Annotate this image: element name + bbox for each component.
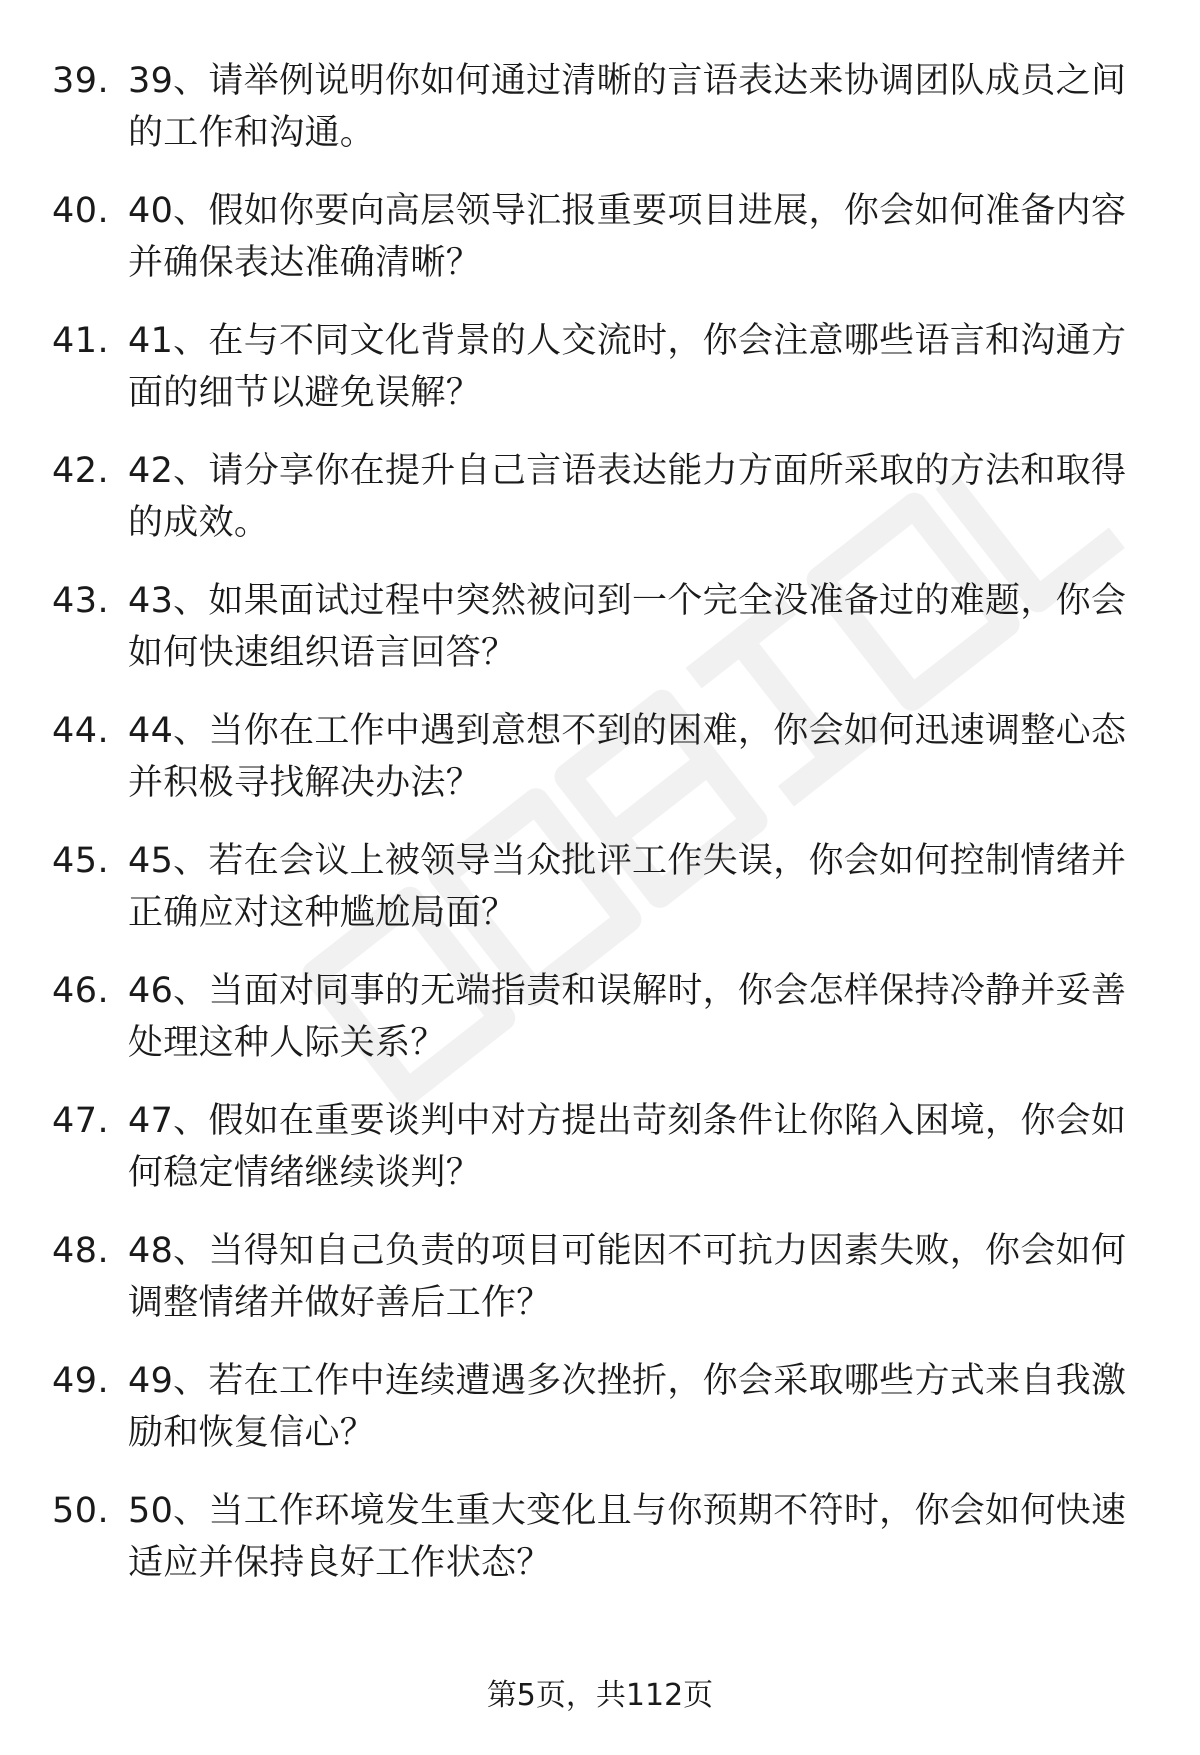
question-number: 40. (52, 191, 110, 231)
list-item (0, 315, 1200, 445)
list-item (0, 1485, 1200, 1615)
question-number: 48. (52, 1231, 110, 1271)
question-text: 43、如果面试过程中突然被问到一个完全没准备过的难题，你会如何快速组织语言回答？ (128, 581, 1127, 673)
list-item (0, 705, 1200, 835)
list-item (0, 185, 1200, 315)
question-text: 49、若在工作中连续遭遇多次挫折，你会采取哪些方式来自我激励和恢复信心？ (128, 1361, 1127, 1453)
question-text: 39、请举例说明你如何通过清晰的言语表达来协调团队成员之间的工作和沟通。 (128, 61, 1127, 153)
question-list (0, 55, 1200, 1615)
question-text: 46、当面对同事的无端指责和误解时，你会怎样保持冷静并妥善处理这种人际关系？ (128, 971, 1127, 1063)
question-text: 42、请分享你在提升自己言语表达能力方面所采取的方法和取得的成效。 (128, 451, 1127, 543)
question-number: 41. (52, 321, 110, 361)
question-text: 44、当你在工作中遇到意想不到的困难，你会如何迅速调整心态并积极寻找解决办法？ (128, 711, 1127, 803)
question-number: 49. (52, 1361, 110, 1401)
question-text: 48、当得知自己负责的项目可能因不可抗力因素失败，你会如何调整情绪并做好善后工作？ (128, 1231, 1127, 1323)
list-item (0, 575, 1200, 705)
question-text: 50、当工作环境发生重大变化且与你预期不符时，你会如何快速适应并保持良好工作状态？ (128, 1491, 1127, 1583)
list-item (0, 835, 1200, 965)
list-item (0, 965, 1200, 1095)
question-number: 42. (52, 451, 110, 491)
page-number-footer: 第5页，共112页 (486, 1678, 714, 1713)
question-text: 40、假如你要向高层领导汇报重要项目进展，你会如何准备内容并确保表达准确清晰？ (128, 191, 1127, 283)
list-item (0, 1225, 1200, 1355)
question-number: 45. (52, 841, 110, 881)
question-number: 50. (52, 1491, 110, 1531)
question-number: 46. (52, 971, 110, 1011)
list-item (0, 445, 1200, 575)
question-text: 41、在与不同文化背景的人交流时，你会注意哪些语言和沟通方面的细节以避免误解？ (128, 321, 1127, 413)
question-number: 47. (52, 1101, 110, 1141)
question-text: 47、假如在重要谈判中对方提出苛刻条件让你陷入困境，你会如何稳定情绪继续谈判？ (128, 1101, 1127, 1193)
question-number: 44. (52, 711, 110, 751)
list-item (0, 1355, 1200, 1485)
question-text: 45、若在会议上被领导当众批评工作失误，你会如何控制情绪并正确应对这种尴尬局面？ (128, 841, 1127, 933)
list-item (0, 55, 1200, 185)
question-number: 43. (52, 581, 110, 621)
list-item (0, 1095, 1200, 1225)
question-number: 39. (52, 61, 110, 101)
